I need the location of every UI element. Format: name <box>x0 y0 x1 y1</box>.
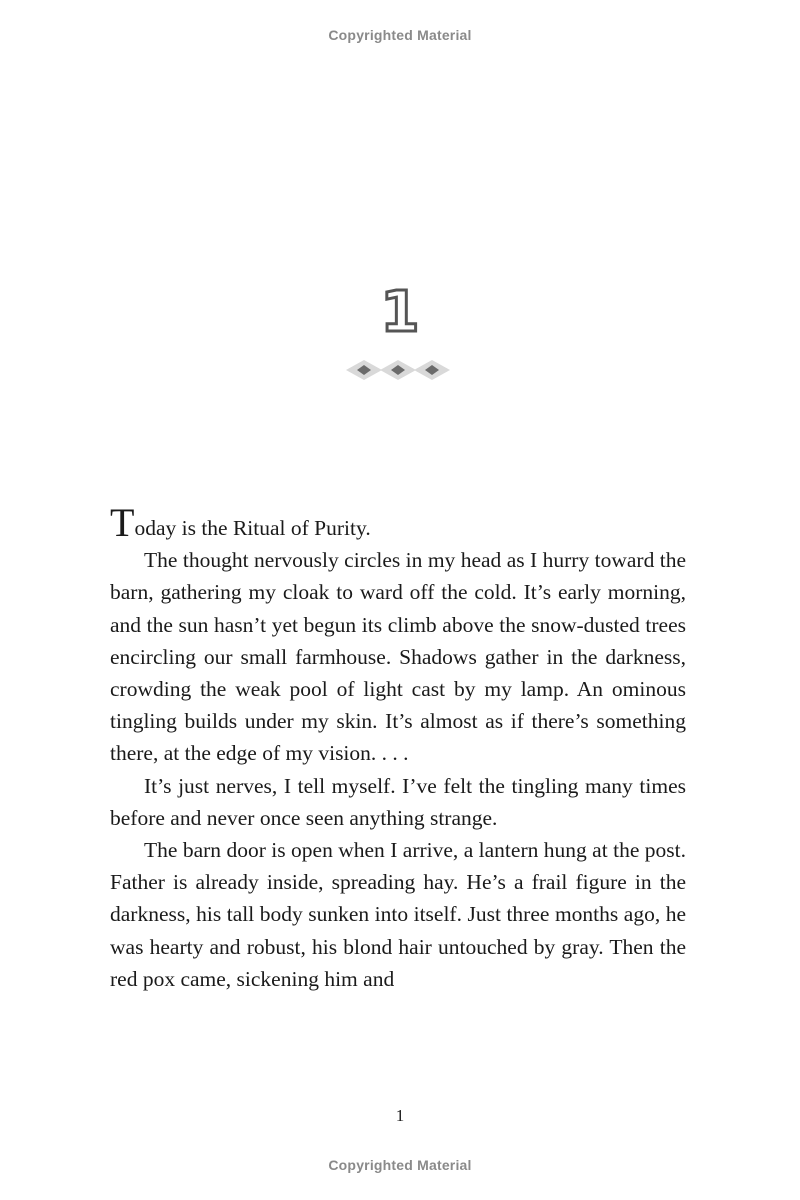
chapter-ornament-icon <box>340 356 460 384</box>
paragraph: The barn door is open when I arrive, a lantern hung at the post. Father is already inside, spreading hay. He’s a frail figure in the darkness, his tall body sunken into itself. Just three months ago, he was hearty and robust, his blond hair untouched by gray. Then the red pox came, sickening him and <box>110 838 686 991</box>
opening-line: oday is the Ritual of Purity. <box>134 516 371 540</box>
copyright-watermark-top: Copyrighted Material <box>328 27 472 43</box>
paragraph: The thought nervously circles in my head as I hurry toward the barn, gathering my cloak to ward off the cold. It’s early morning, and the sun hasn’t yet begun its climb above the snow-dusted trees encircling our small farmhouse. Shadows gather in the darkness, crowding the weak pool of light cast by my lamp. An ominous tingling builds under my skin. It’s almost as if there’s something there, at the edge of my vision. . . . <box>110 548 686 766</box>
chapter-body <box>110 500 686 995</box>
paragraph: It’s just nerves, I tell myself. I’ve felt the tingling many times before and never once seen anything strange. <box>110 773 686 830</box>
opening-paragraph <box>110 500 686 545</box>
page-number: 1 <box>395 1106 405 1125</box>
copyright-watermark-bottom: Copyrighted Material <box>328 1157 472 1173</box>
chapter-number: 1 <box>380 280 420 345</box>
drop-cap: T <box>110 500 135 545</box>
